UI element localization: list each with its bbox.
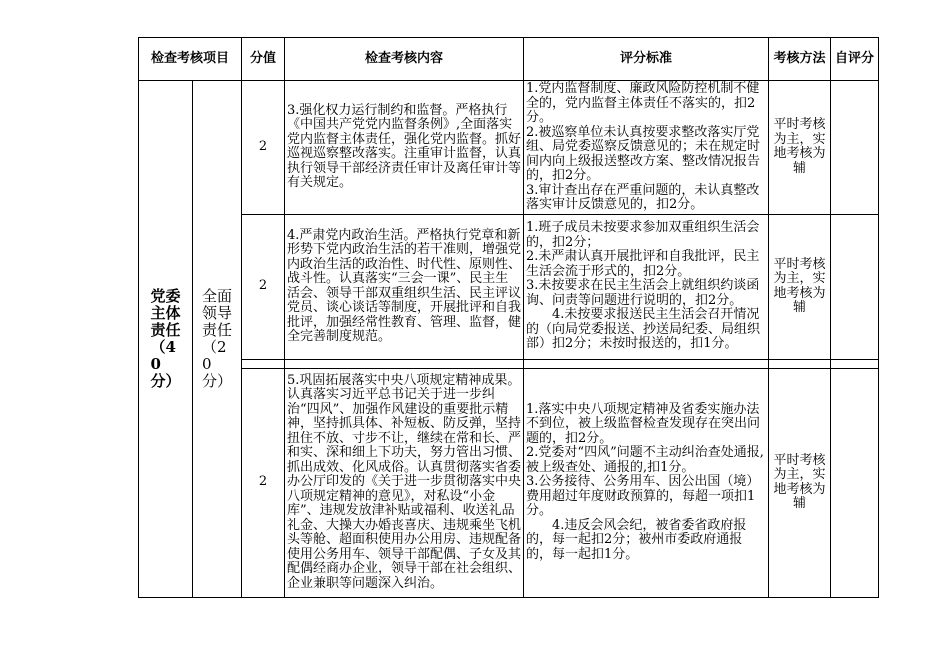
content-cell: 5.巩固拓展落实中央八项规定精神成果。认真落实习近平总书记关于进一步纠治“四风”、加强作风建设的重要批示精神，坚持抓具体、补短板、防反弹，坚持扭住不放、寸步不让，继续在常和长、严和实、深和细上下功夫，努力管出习惯、抓出成效、化风成俗。认真贯彻落实省委办公厅印发的《关于进一步贯彻落实中央八项规定精神的意见》，对私设“小金库”、违规发放津补贴或福利、收送礼品礼金、大操大办婚丧喜庆、违规乘坐飞机头等舱、超面积使用办公用房、违规配备使用公务用车、领导干部配偶、子女及其配偶经商办企业，领导干部在社会组织、企业兼职等问题深入纠治。	[285, 368, 524, 597]
criteria-item: 3.未按要求在民主生活会上就组织约谈函询、问责等问题进行说明的，扣2分。	[526, 278, 760, 308]
table-row	[139, 81, 879, 215]
criteria-cell	[524, 81, 769, 215]
header-item: 检查考核项目	[139, 38, 242, 81]
gap-cell	[285, 359, 524, 368]
criteria-item: 1.党内监督制度、廉政风险防控机制不健全的，党内监督主体责任不落实的，扣2分。	[526, 81, 760, 125]
self-score-cell[interactable]	[831, 368, 879, 597]
criteria-item: 3.公务接待、公务用车、因公出国（境）费用超过年度财政预算的，每超一项扣1分。	[526, 474, 760, 519]
score-cell: 2	[242, 81, 285, 215]
criteria-cell	[524, 368, 769, 597]
gap-cell	[242, 359, 285, 368]
score-cell: 2	[242, 214, 285, 359]
self-score-cell[interactable]	[831, 214, 879, 359]
table-row	[139, 214, 879, 359]
score-cell: 2	[242, 368, 285, 597]
method-cell: 平时考核为主，实地考核为辅	[769, 368, 831, 597]
header-row	[139, 38, 879, 81]
gap-cell	[831, 359, 879, 368]
table-row	[139, 368, 879, 597]
criteria-item: 2.未严肃认真开展批评和自我批评，民主生活会流于形式的，扣2分。	[526, 249, 760, 279]
header-self-score: 自评分	[831, 38, 879, 81]
criteria-item: 4.违反会风会纪，被省委省政府报的，每一起扣2分；被州市委政府通报的，每一起扣1分。	[526, 517, 747, 562]
criteria-item: 1.班子成员未按要求参加双重组织生活会的，扣2分；	[526, 220, 760, 250]
category-cell	[139, 81, 193, 598]
content-cell: 4.严肃党内政治生活。严格执行党章和新形势下党内政治生活的若干准则，增强党内政治生活的政治性、时代性、原则性、战斗性。认真落实“三会一课”、民主生活会、领导干部双重组织生活、民主评议党员、谈心谈话等制度，开展批评和自我批评，加强经常性教育、管理、监督，健全完善制度规范。	[285, 214, 524, 359]
criteria-cell	[524, 214, 769, 359]
method-cell: 平时考核为主，实地考核为辅	[769, 81, 831, 215]
criteria-item: 1.落实中央八项规定精神及省委实施办法不到位，被上级监督检查发现存在突出问题的，扣2分。	[526, 401, 761, 446]
criteria-item: 2.被巡察单位未认真按要求整改落实厅党组、局党委巡察反馈意见的；未在规定时间内向上级报送整改方案、整改情况报告的，扣2分。	[526, 124, 761, 183]
header-method: 考核方法	[769, 38, 831, 81]
header-score: 分值	[242, 38, 285, 81]
category-label: 党委主体责任（40分）	[150, 286, 181, 390]
subcategory-cell	[193, 81, 242, 598]
assessment-table	[138, 37, 879, 598]
gap-cell	[524, 359, 769, 368]
content-cell: 3.强化权力运行制约和监督。严格执行《中国共产党党内监督条例》,全面落实党内监督主体责任，强化党内监督。抓好巡视巡察整改落实。注重审计监督，认真执行领导干部经济责任审计及离任审计等有关规定。	[285, 81, 524, 215]
header-criteria: 评分标准	[524, 38, 769, 81]
criteria-item: 3.审计查出存在严重问题的，未认真整改落实审计反馈意见的，扣2分。	[526, 182, 760, 212]
header-content: 检查考核内容	[285, 38, 524, 81]
criteria-item: 4.未按要求报送民主生活会召开情况的（向局党委报送、抄送局纪委、局组织部）扣2分；未按时报送的，扣1分。	[526, 307, 761, 352]
criteria-item: 2.党委对“四风”问题不主动纠治查处通报,被上级查处、通报的,扣1分。	[526, 445, 764, 475]
self-score-cell[interactable]	[831, 81, 879, 215]
gap-cell	[769, 359, 831, 368]
page-break-gap	[139, 359, 879, 368]
method-cell: 平时考核为主，实地考核为辅	[769, 214, 831, 359]
subcategory-label: 全面领导责任（20分）	[202, 286, 233, 390]
